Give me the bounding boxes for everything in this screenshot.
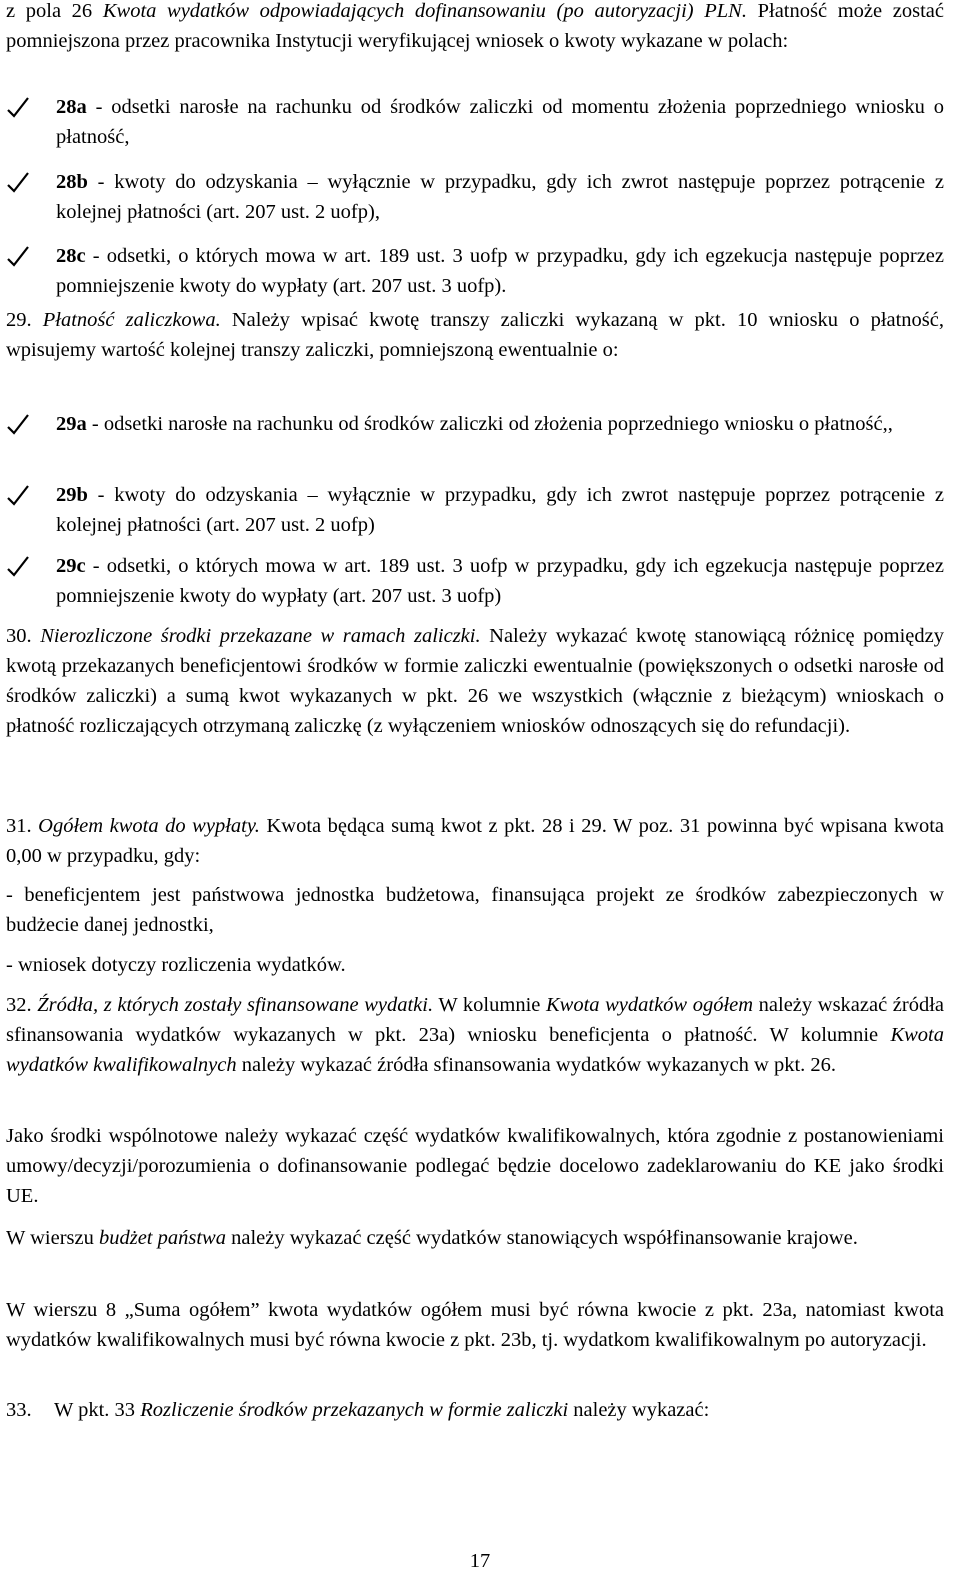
section-32-paragraph <box>6 990 944 1080</box>
item-code: 28a <box>56 96 87 118</box>
item-text: - kwoty do odzyskania – wyłącznie w przypadku, gdy ich zwrot następuje poprzez potrącenie z kolejnej płatności (art. 207 ust. 2 uofp) <box>56 484 944 536</box>
page-number: 17 <box>469 1550 491 1572</box>
list-item-29a <box>6 409 944 439</box>
section-title: Źródła, z których zostały sfinansowane wydatki. <box>37 994 434 1016</box>
section-text-1: W pkt. 33 <box>54 1399 141 1421</box>
item-code: 29a <box>56 413 87 435</box>
section-33-paragraph <box>6 1395 944 1425</box>
section-title: Nierozliczone środki przekazane w ramach zaliczki. <box>40 625 481 647</box>
budget-text-1: W wierszu <box>6 1227 99 1249</box>
list-item-29c <box>6 551 944 611</box>
section-number: 29. <box>6 309 43 331</box>
section-29-paragraph <box>6 305 944 365</box>
column-name-total: Kwota wydatków ogółem <box>545 994 754 1016</box>
intro-paragraph <box>6 0 944 56</box>
checkmark-icon <box>6 167 30 197</box>
item-text: - kwoty do odzyskania – wyłącznie w przypadku, gdy ich zwrot następuje poprzez potrącenie z kolejnej płatności (art. 207 ust. 2 uofp), <box>56 171 944 223</box>
budget-term: budżet państwa <box>98 1227 226 1249</box>
checkmark-icon <box>6 551 30 581</box>
item-text: - odsetki narosłe na rachunku od środków zaliczki od momentu złożenia poprzedniego wniosku o płatność, <box>56 96 944 148</box>
checkmark-icon <box>6 480 30 510</box>
section-title: Płatność zaliczkowa. <box>42 309 221 331</box>
dash-item-1: - beneficjentem jest państwowa jednostka budżetowa, finansująca projekt ze środków zabezpieczonych w budżecie danej jednostki, <box>6 884 944 936</box>
eu-funds-paragraph: Jako środki wspólnotowe należy wykazać część wydatków kwalifikowalnych, która zgodnie z postanowieniami umowy/decyzji/porozumienia o dofinansowanie podlegać będzie docelowo zadeklarowaniu do KE jako środki UE. <box>6 1125 944 1207</box>
intro-field-name: Kwota wydatków odpowiadających dofinansowaniu (po autoryzacji) PLN. <box>102 0 747 22</box>
section-text: Należy wykazać kwotę stanowiącą różnicę pomiędzy kwotą przekazanych beneficjentowi środków w formie zaliczki ewentualnie (powiększonych o odsetki narosłe od środków zaliczki) a sumą kwot wykazanych w pkt. 26 we wszystkich (włącznie z bieżącym) wnioskach o płatność rozliczających otrzymaną zaliczkę (z wyłączeniem wniosków odnoszących się do refundacji). <box>6 625 945 737</box>
item-text: - odsetki narosłe na rachunku od środków zaliczki od złożenia poprzedniego wniosku o płatność,, <box>86 413 893 435</box>
checkmark-icon <box>6 241 30 271</box>
section-text-2: należy wskazać źródła sfinansowania wydatków wykazanych w pkt. 23a) wniosku beneficjenta o płatność. W kolumnie <box>6 994 945 1046</box>
section-title: Rozliczenie środków przekazanych w formie zaliczki <box>140 1399 569 1421</box>
section-title: Ogółem kwota do wypłaty. <box>38 815 260 837</box>
total-sum-paragraph: W wierszu 8 „Suma ogółem” kwota wydatków ogółem musi być równa kwocie z pkt. 23a, natomiast kwota wydatków kwalifikowalnych musi być równa kwocie z pkt. 23b, tj. wydatkom kwalifikowalnym po autoryzacji. <box>6 1299 944 1351</box>
intro-rest: Płatność może zostać pomniejszona przez pracownika Instytucji weryfikującej wniosek o kwoty wykazane w polach: <box>6 0 944 52</box>
section-number: 31. <box>6 815 39 837</box>
section-number: 32. <box>6 994 38 1016</box>
section-number: 33. <box>6 1399 32 1421</box>
item-text: - odsetki, o których mowa w art. 189 ust. 3 uofp w przypadku, gdy ich egzekucja następuje poprzez pomniejszenie kwoty do wypłaty (art. 207 ust. 3 uofp). <box>56 245 944 297</box>
state-budget-paragraph <box>6 1223 944 1253</box>
column-name-eligible: Kwota wydatków kwalifikowalnych <box>6 1024 944 1076</box>
list-item-29b <box>6 480 944 540</box>
list-item-28c <box>6 241 944 301</box>
item-code: 29c <box>56 555 86 577</box>
dash-item-2: - wniosek dotyczy rozliczenia wydatków. <box>6 954 346 976</box>
section-text-2: należy wykazać: <box>568 1399 710 1421</box>
item-code: 28b <box>56 171 88 193</box>
checkmark-icon <box>6 92 30 122</box>
checkmark-icon <box>6 409 30 439</box>
item-code: 29b <box>56 484 88 506</box>
section-text-3: należy wykazać źródła sfinansowania wydatków wykazanych w pkt. 26. <box>236 1054 837 1076</box>
section-text: Kwota będąca sumą kwot z pkt. 28 i 29. W poz. 31 powinna być wpisana kwota 0,00 w przypadku, gdy: <box>6 815 944 867</box>
item-code: 28c <box>56 245 86 267</box>
section-text-1: W kolumnie <box>433 994 546 1016</box>
section-text: Należy wpisać kwotę transzy zaliczki wykazaną w pkt. 10 wniosku o płatność, wpisujemy wartość kolejnej transzy zaliczki, pomniejszoną ewentualnie o: <box>6 309 945 361</box>
item-text: - odsetki, o których mowa w art. 189 ust. 3 uofp w przypadku, gdy ich egzekucja następuje poprzez pomniejszenie kwoty do wypłaty (art. 207 ust. 3 uofp) <box>56 555 944 607</box>
list-item-28a <box>6 92 944 152</box>
intro-text: z pola 26 <box>6 0 103 22</box>
list-item-28b <box>6 167 944 227</box>
section-number: 30. <box>6 625 41 647</box>
section-30-paragraph <box>6 621 944 741</box>
section-31-paragraph <box>6 811 944 871</box>
budget-text-2: należy wykazać część wydatków stanowiących współfinansowanie krajowe. <box>225 1227 858 1249</box>
